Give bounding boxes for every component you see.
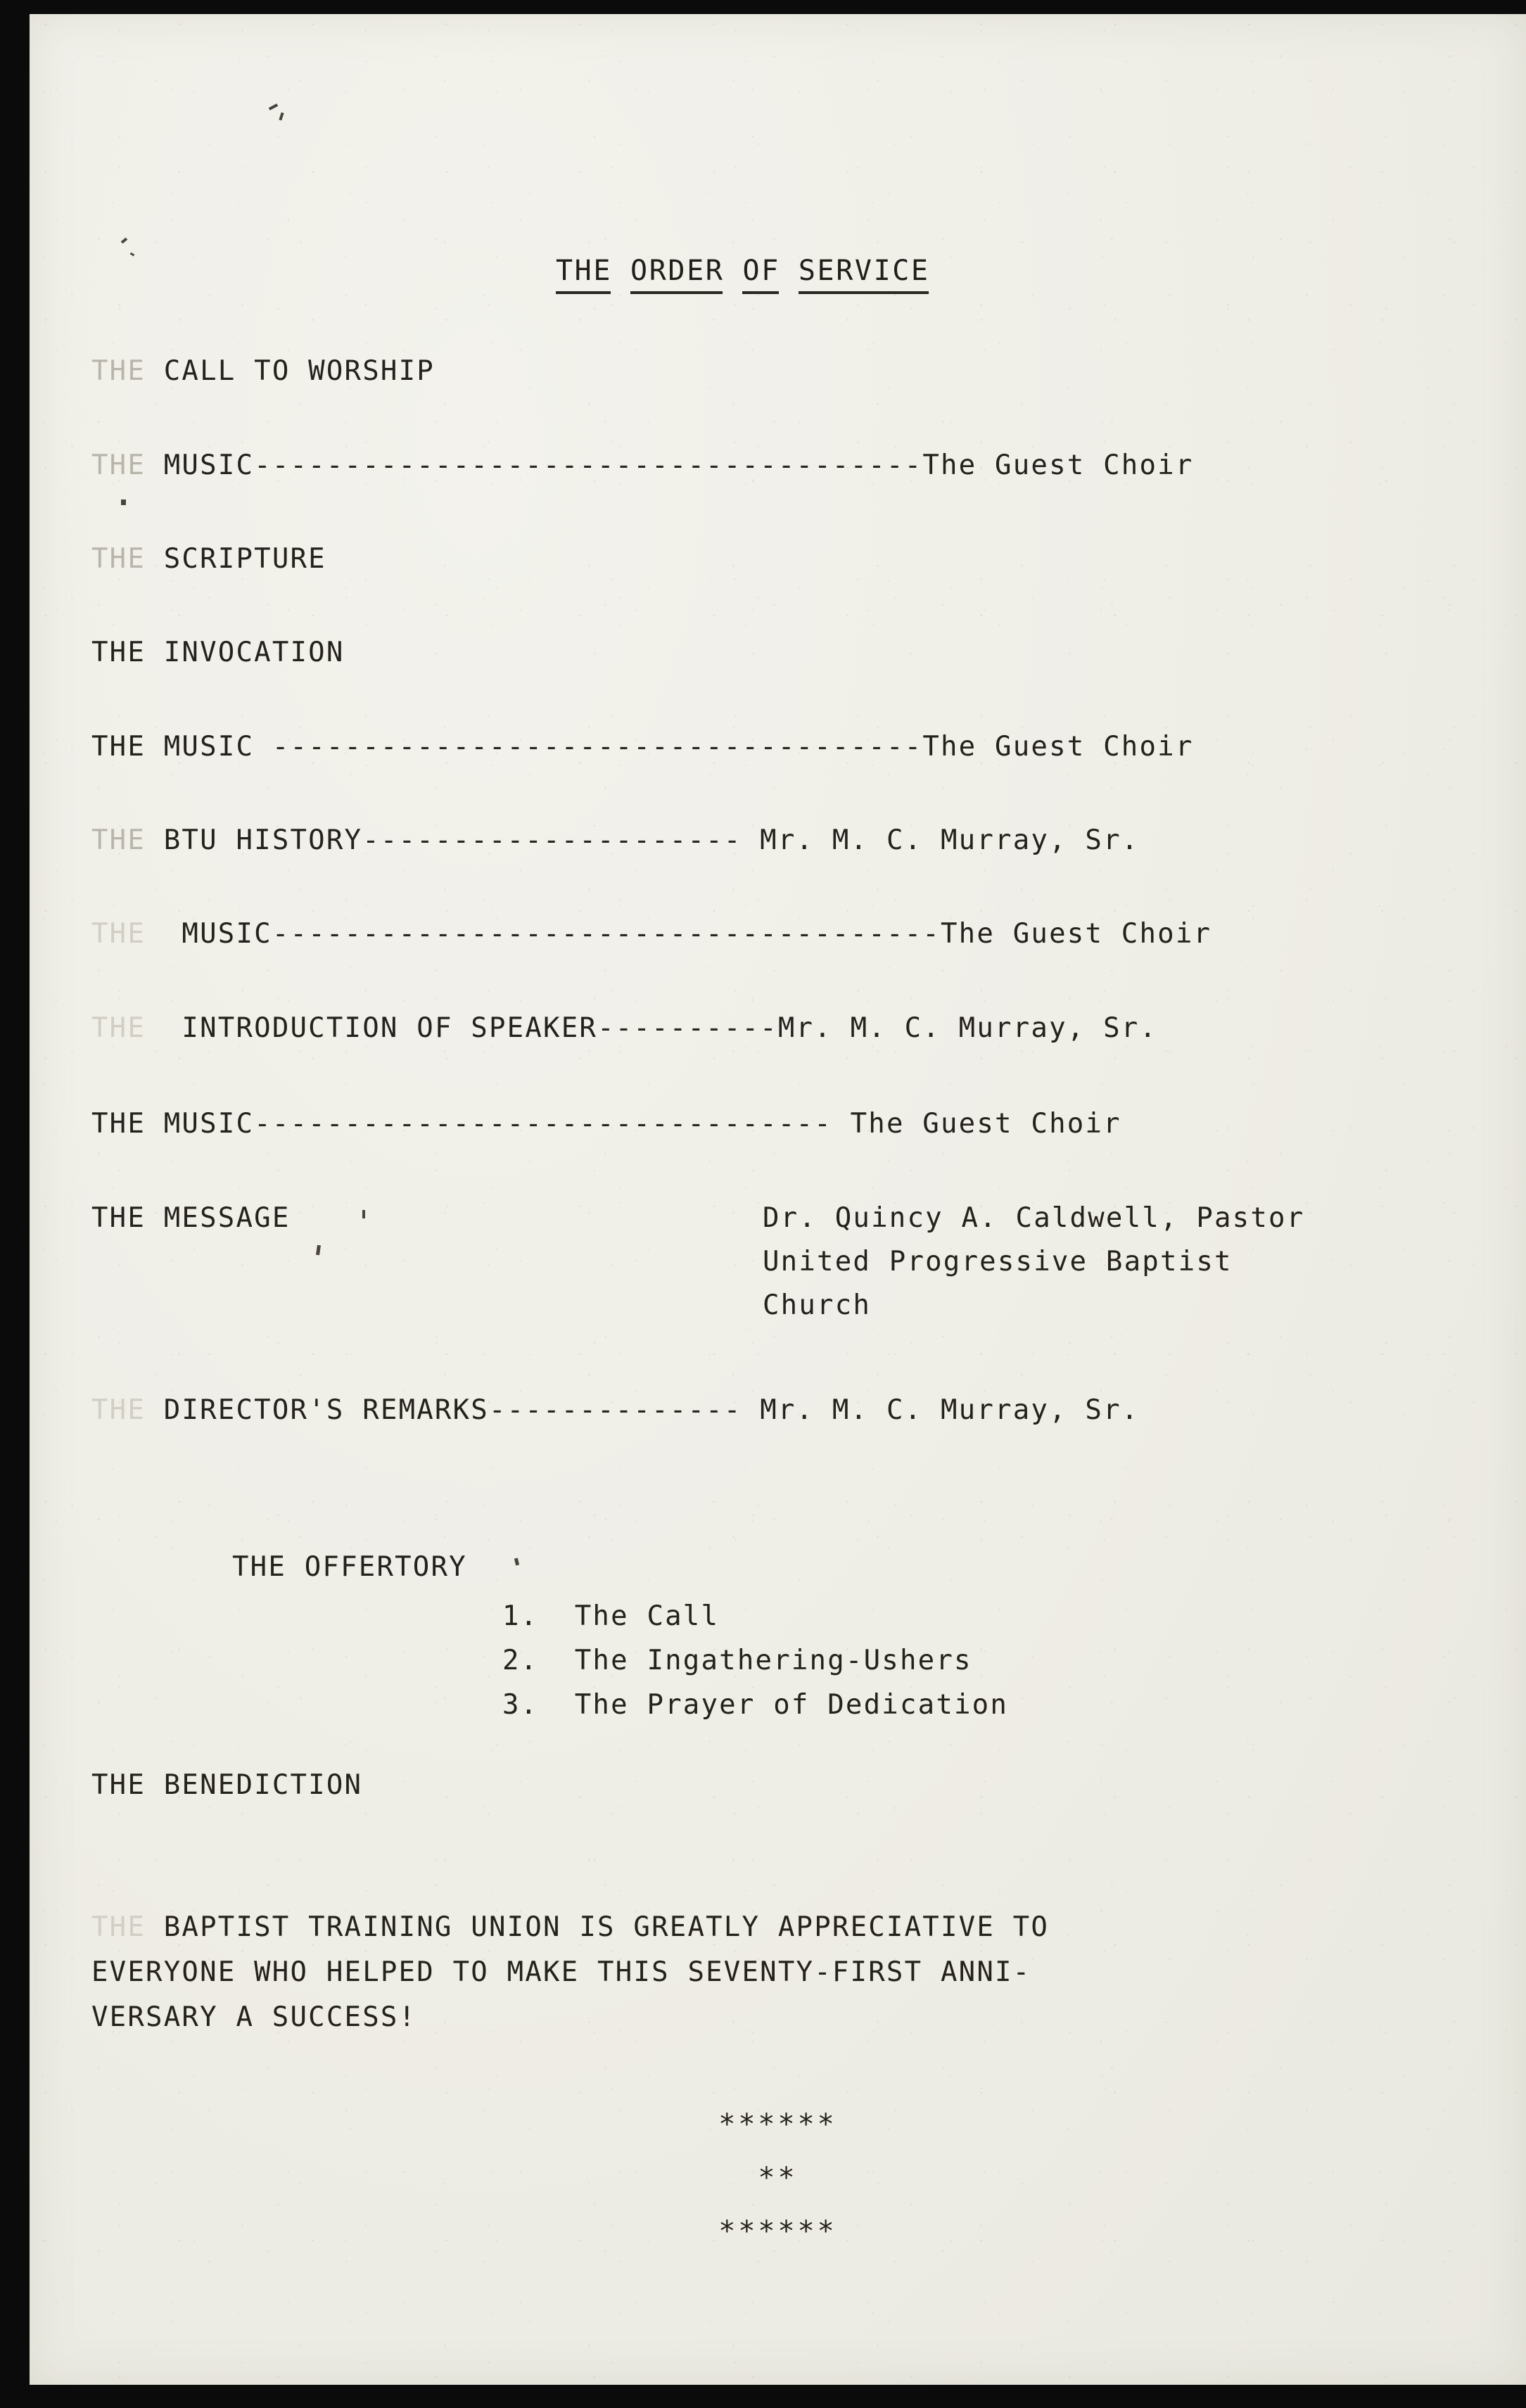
line-performer: Mr. M. C. Murray, Sr.: [777, 1012, 1158, 1044]
offertory-heading: THE OFFERTORY: [232, 1551, 467, 1583]
service-item-music-3: [91, 920, 1212, 948]
closing-note-line: [91, 1913, 1049, 1941]
leader-dashes: --------------: [488, 1394, 742, 1426]
line-prefix: THE: [91, 731, 146, 763]
line-label: DIRECTOR'S REMARKS: [163, 1394, 489, 1426]
scan-speck: [269, 103, 278, 110]
offertory-list-item: 2. The Ingathering-Ushers: [502, 1645, 972, 1676]
line-label: MUSIC: [182, 918, 272, 950]
scan-border-left: [0, 0, 30, 2408]
line-label: MUSIC: [163, 1108, 255, 1140]
service-item-scripture: [91, 545, 326, 573]
closing-note-line: EVERYONE WHO HELPED TO MAKE THIS SEVENTY-FIRST ANNI-: [91, 1956, 1031, 1988]
service-item-message: [91, 1204, 291, 1232]
speaker-name-line: Dr. Quincy A. Caldwell, Pastor: [763, 1202, 1305, 1234]
line-prefix: THE: [91, 824, 146, 856]
offertory-list-item: 3. The Prayer of Dedication: [502, 1689, 1009, 1721]
line-prefix: THE: [91, 918, 146, 950]
leader-dashes: --------------------------------: [254, 1108, 832, 1140]
scanned-page: [30, 14, 1526, 2385]
line-prefix: THE: [91, 1911, 146, 1943]
line-performer: The Guest Choir: [941, 918, 1212, 950]
line-performer: The Guest Choir: [922, 450, 1194, 481]
line-prefix: THE: [91, 450, 146, 481]
service-item-music-1: [91, 452, 1194, 479]
line-prefix: THE: [91, 1108, 146, 1140]
service-item-invocation: [91, 639, 345, 666]
ornament-row: ******: [718, 2215, 837, 2248]
message-speaker-block: [763, 1204, 1304, 1335]
line-performer: Mr. M. C. Murray, Sr.: [742, 1394, 1140, 1426]
title-word: ORDER: [630, 255, 725, 287]
line-label: MUSIC: [163, 731, 272, 763]
line-prefix: THE: [91, 637, 146, 668]
service-item-music-4: [91, 1110, 1121, 1138]
service-item-introduction-of-speaker: [91, 1014, 1157, 1042]
line-performer: Mr. M. C. Murray, Sr.: [742, 824, 1140, 856]
scan-speck: [514, 1558, 519, 1566]
line-prefix: THE: [91, 543, 146, 575]
offertory-list-item: 1. The Call: [502, 1600, 720, 1632]
line-label: MESSAGE: [163, 1202, 291, 1234]
ornament-row: ******: [718, 2108, 837, 2141]
line-prefix: THE: [91, 1394, 146, 1426]
title-word: SERVICE: [798, 255, 930, 287]
offertory-list: [502, 1600, 1009, 1735]
line-label: INVOCATION: [163, 637, 345, 668]
line-label: BTU HISTORY: [163, 824, 363, 856]
line-label: INTRODUCTION OF SPEAKER: [182, 1012, 598, 1044]
scan-speck: [121, 499, 126, 505]
scan-speck: [279, 113, 284, 121]
line-prefix: THE: [91, 1202, 146, 1234]
service-item-directors-remarks: [91, 1396, 1139, 1424]
line-performer: The Guest Choir: [832, 1108, 1121, 1140]
line-label: CALL TO WORSHIP: [163, 355, 435, 387]
leader-dashes: -------------------------------------: [272, 918, 941, 950]
scan-border-top: [0, 0, 1526, 14]
leader-dashes: ----------: [597, 1012, 778, 1044]
line-performer: The Guest Choir: [922, 731, 1194, 763]
title-word: OF: [742, 255, 780, 287]
leader-dashes: -------------------------------------: [254, 450, 923, 481]
service-item-benediction: [91, 1771, 362, 1799]
speaker-church-line: United Progressive Baptist: [763, 1246, 1233, 1278]
title-word: THE: [556, 255, 613, 287]
closing-note: [91, 1913, 1049, 2049]
line-prefix: THE: [91, 1012, 146, 1044]
scan-speck: [130, 253, 135, 257]
closing-note-line: VERSARY A SUCCESS!: [91, 2001, 417, 2033]
scan-speck: [316, 1245, 321, 1256]
line-prefix: THE: [91, 1769, 146, 1801]
line-label: BENEDICTION: [163, 1769, 363, 1801]
closing-note-text: BAPTIST TRAINING UNION IS GREATLY APPRECIATIVE TO: [146, 1911, 1050, 1943]
speaker-church-line: Church: [763, 1289, 872, 1321]
asterisk-ornament: [30, 2110, 1526, 2271]
line-label: SCRIPTURE: [163, 543, 326, 575]
line-label: MUSIC: [163, 450, 255, 481]
scan-speck: [362, 1210, 365, 1218]
service-item-music-2: [91, 731, 1194, 763]
page-title: [556, 257, 930, 285]
ornament-row: **: [758, 2162, 798, 2194]
leader-dashes: ------------------------------------: [272, 731, 923, 763]
service-item-call-to-worship: [91, 357, 435, 385]
scan-speck: [121, 238, 127, 244]
line-prefix: THE: [91, 355, 146, 387]
leader-dashes: ---------------------: [362, 824, 742, 856]
scan-border-bottom: [0, 2385, 1526, 2408]
service-item-btu-history: [91, 824, 1140, 856]
